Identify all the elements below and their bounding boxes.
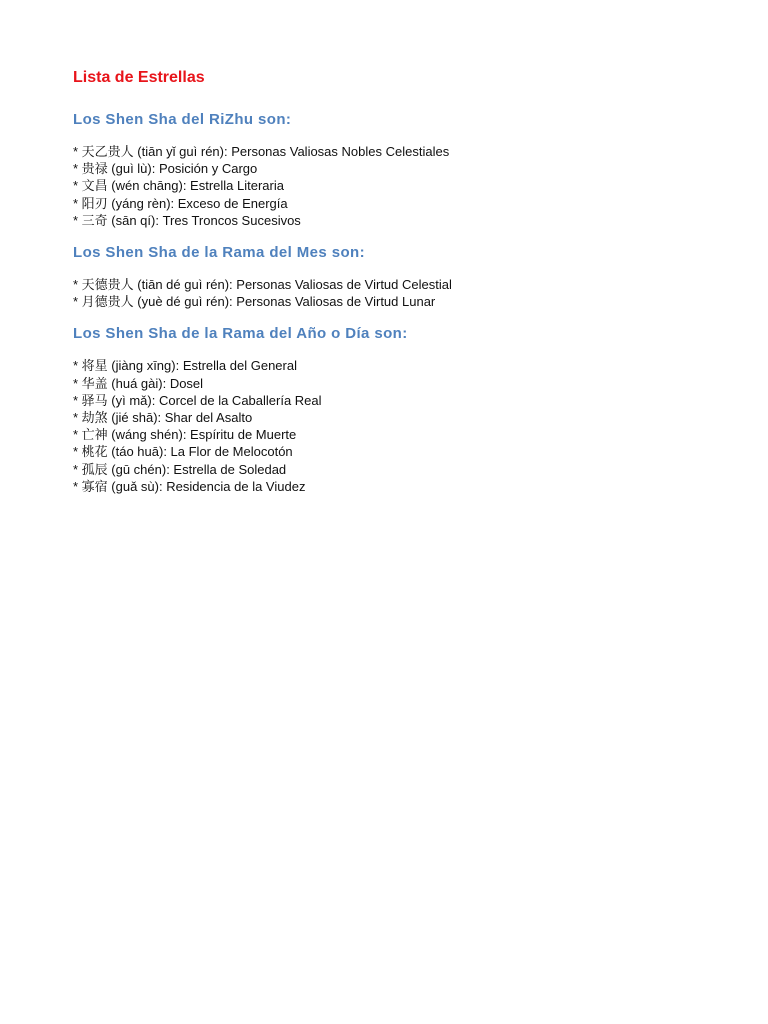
list-item: * 天乙贵人 (tiān yǐ guì rén): Personas Valiosas Nobles Celestiales	[73, 144, 450, 159]
list-item: * 劫煞 (jié shā): Shar del Asalto	[73, 410, 253, 426]
list-item: * 亡神 (wáng shén): Espíritu de Muerte	[73, 427, 297, 443]
list-item: * 华盖 (huá gài): Dosel	[73, 375, 204, 391]
list-item: * 贵禄 (guì lù): Posición y Cargo	[73, 161, 258, 177]
list-item: * 将星 (jiàng xīng): Estrella del General	[73, 358, 297, 374]
star-list	[73, 143, 733, 229]
list-item: * 文昌 (wén chāng): Estrella Literaria	[73, 178, 284, 194]
list-item: * 寡宿 (guǎ sù): Residencia de la Viudez	[73, 478, 306, 494]
section-rizhu	[73, 110, 733, 229]
section-heading: Los Shen Sha de la Rama del Mes son:	[73, 244, 365, 262]
list-item: * 天德贵人 (tiān dé guì rén): Personas Valiosas de Virtud Celestial	[73, 277, 452, 293]
list-item: * 阳刃 (yáng rèn): Exceso de Energía	[73, 195, 288, 211]
star-list	[73, 357, 733, 495]
section-rama-mes	[73, 243, 733, 310]
list-item: * 驿马 (yì mǎ): Corcel de la Caballería Real	[73, 392, 322, 408]
section-rama-ano-dia	[73, 324, 733, 495]
star-list	[73, 276, 733, 310]
page-title: Lista de Estrellas	[73, 69, 205, 86]
list-item: * 桃花 (táo huā): La Flor de Melocotón	[73, 444, 293, 460]
list-item: * 三奇 (sān qí): Tres Troncos Sucesivos	[73, 212, 301, 228]
section-heading: Los Shen Sha de la Rama del Año o Día son:	[73, 325, 408, 343]
section-heading: Los Shen Sha del RiZhu son:	[73, 111, 292, 128]
list-item: * 孤辰 (gū chén): Estrella de Soledad	[73, 461, 287, 477]
document-page	[73, 68, 733, 495]
list-item: * 月德贵人 (yuè dé guì rén): Personas Valiosas de Virtud Lunar	[73, 294, 436, 310]
